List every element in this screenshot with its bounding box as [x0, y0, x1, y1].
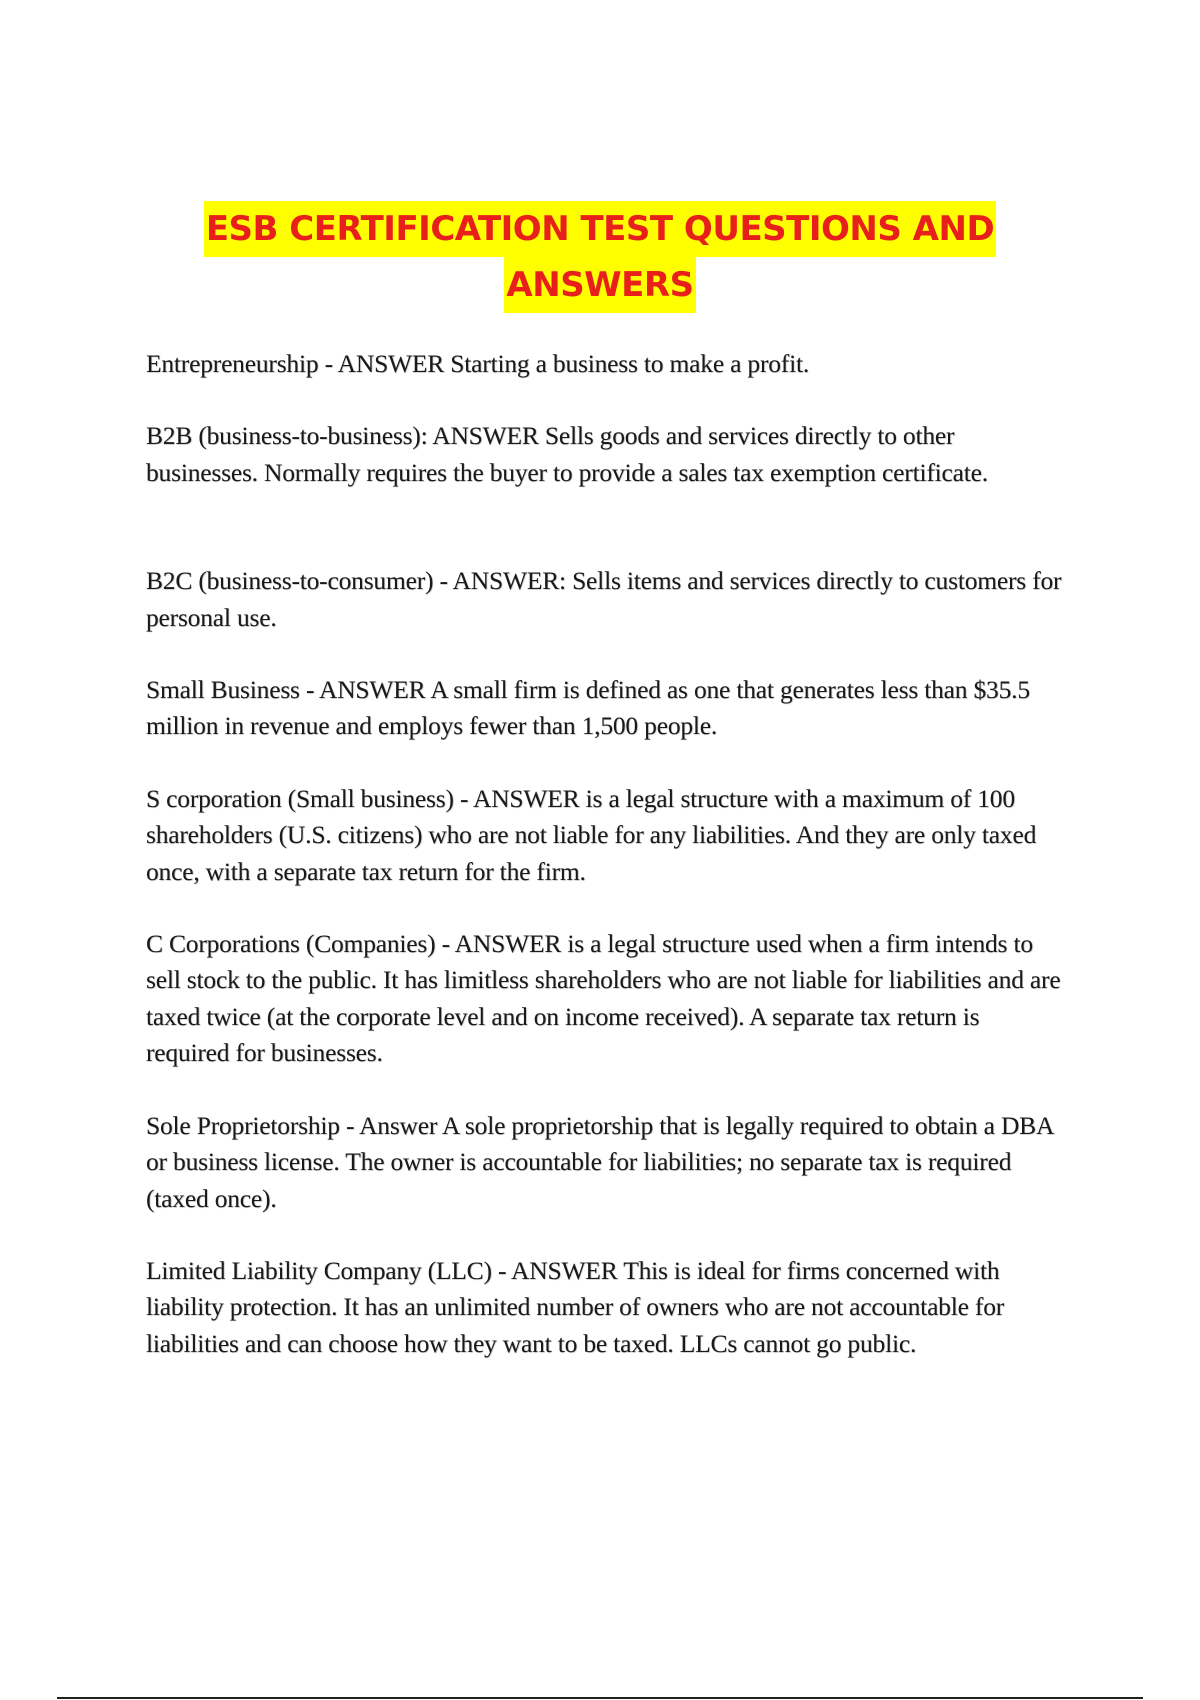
entry-answer-label: - ANSWER: [435, 929, 568, 959]
entry-answer-text: Sells items and services directly to customers for personal use.: [146, 566, 1062, 632]
entry-answer-text: is a legal structure used when a firm intends to sell stock to the public. It has limitless shareholders who are not liable for liabilities and are taxed twice (at the corporate level and on income received). A separate tax return is required for businesses.: [146, 929, 1061, 1068]
entry-answer-label: - ANSWER: [299, 675, 431, 705]
title-line-1: ESB CERTIFICATION TEST QUESTIONS AND: [204, 201, 996, 257]
entry-term: B2B (business-to-business):: [146, 421, 428, 451]
entry-term: Sole Proprietorship: [146, 1110, 340, 1140]
entry-answer-label: - ANSWER: [453, 783, 586, 813]
qa-entry-llc: [146, 1253, 1066, 1362]
qa-entry-b2c: [146, 563, 1066, 636]
title-line-2: ANSWERS: [504, 257, 695, 313]
entry-term: C Corporations (Companies): [146, 929, 436, 959]
document-title: [0, 201, 1200, 313]
entry-answer-text: Starting a business to make a profit.: [450, 349, 810, 378]
entry-answer-text: A small firm is defined as one that generates less than $35.5 million in revenue and employs fewer than 1,500 people.: [146, 675, 1030, 741]
qa-entry-s-corporation: [146, 781, 1066, 890]
entry-answer-text: This is ideal for firms concerned with liability protection. It has an unlimited number of owners who are not accountable for liabilities and can choose how they want to be taxed. LLCs cannot go public.: [146, 1255, 1005, 1358]
entry-term: S corporation (Small business): [146, 783, 454, 813]
entry-term: Small Business: [146, 675, 300, 705]
qa-entry-c-corporations: [146, 926, 1066, 1072]
entry-answer-text: is a legal structure with a maximum of 100 shareholders (U.S. citizens) who are not liable for any liabilities. And they are only taxed once, with a separate tax return for the firm.: [146, 783, 1037, 886]
entry-answer-label: - ANSWER: [318, 349, 451, 378]
entry-answer-label: - ANSWER:: [433, 566, 573, 596]
footer-divider: [57, 1697, 1143, 1699]
qa-entry-small-business: [146, 672, 1066, 745]
entry-answer-label: - ANSWER: [491, 1255, 624, 1285]
entry-answer-text: A sole proprietorship that is legally required to obtain a DBA or business license. The owner is accountable for liabilities; no separate tax is required (taxed once).: [146, 1110, 1053, 1213]
entry-answer-label: ANSWER: [427, 421, 545, 451]
entry-answer-label: - Answer: [339, 1110, 442, 1140]
entry-term: Limited Liability Company (LLC): [146, 1255, 492, 1285]
entry-term: B2C (business-to-consumer): [146, 566, 434, 596]
entry-answer-text: Sells goods and services directly to other businesses. Normally requires the buyer to provide a sales tax exemption certificate.: [146, 421, 988, 487]
qa-list: [146, 346, 1066, 1398]
qa-entry-b2b: [146, 418, 1066, 491]
qa-entry-sole-proprietorship: [146, 1108, 1066, 1217]
qa-entry-entrepreneurship: [146, 346, 1066, 382]
entry-term: Entrepreneurship: [146, 349, 319, 378]
